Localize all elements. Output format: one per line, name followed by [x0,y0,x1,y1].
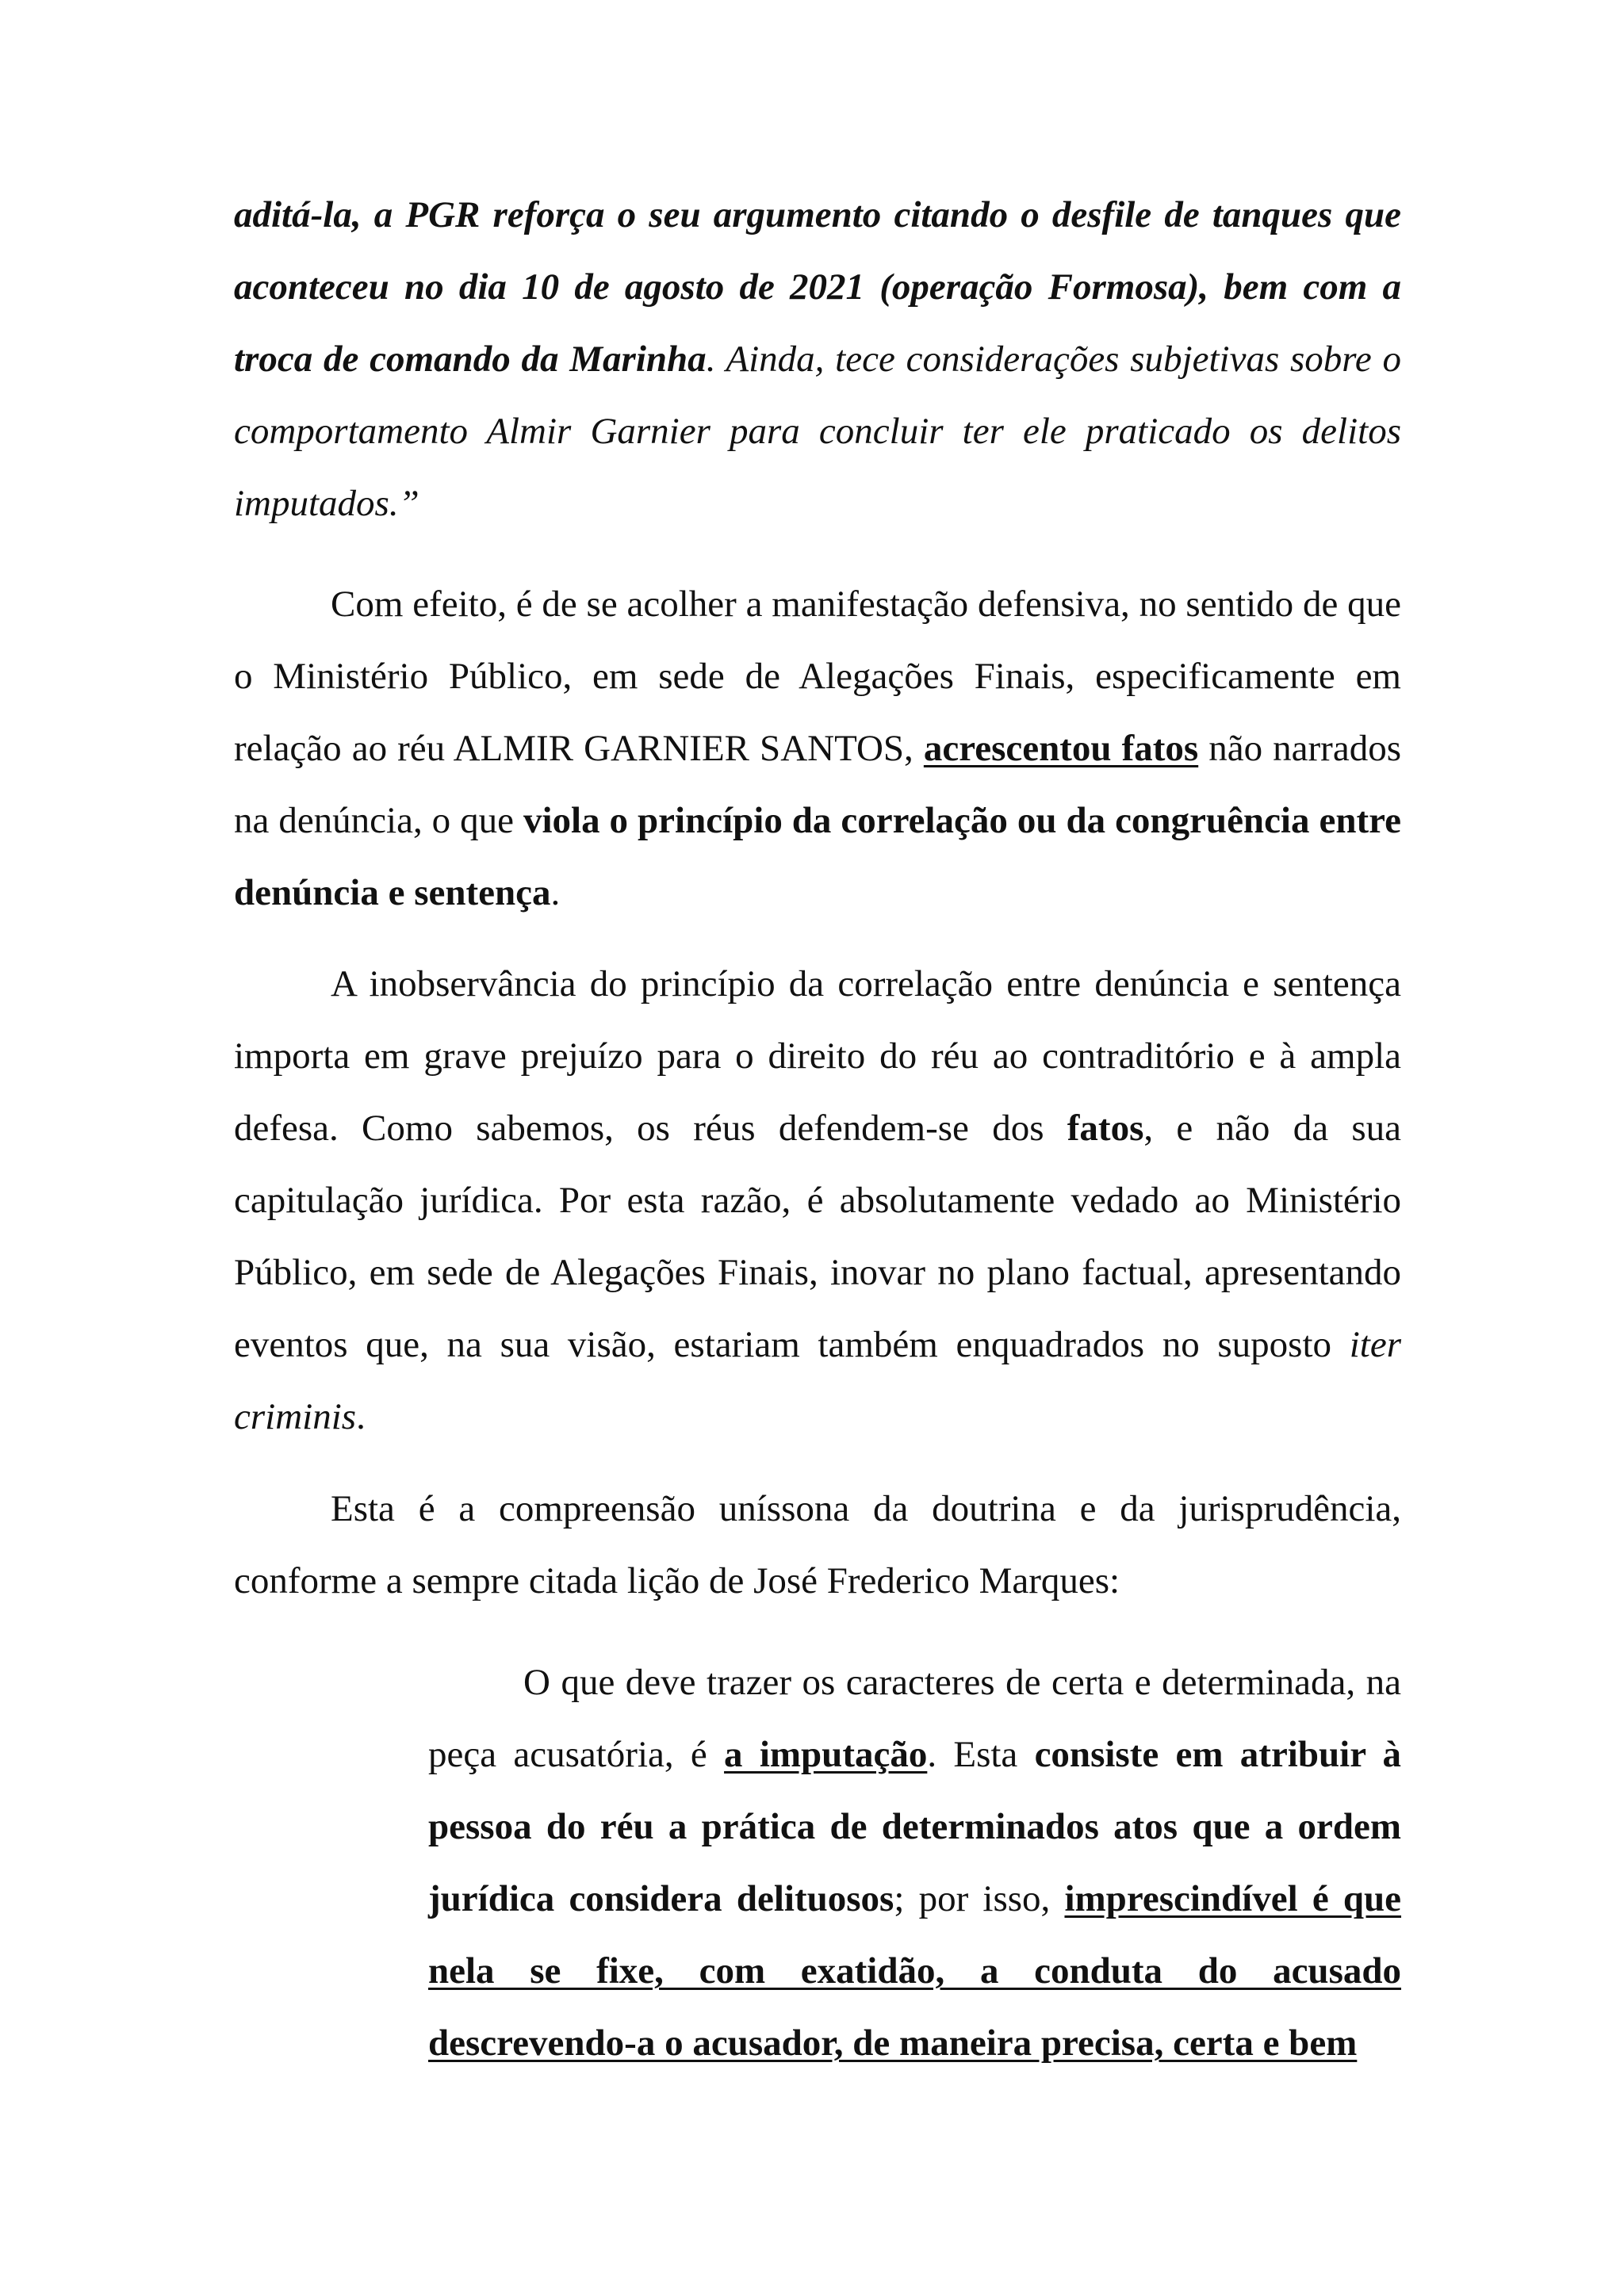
block-quote [428,1647,1401,2080]
paragraph-text: . [550,872,561,913]
underlined-bold-text: acrescentou fatos [923,728,1199,769]
quote-text: . Esta [927,1734,1035,1775]
italic-text: iter criminis [234,1324,1401,1437]
paragraph-correlation-principle [234,948,1401,1453]
underlined-bold-text: a imputação [724,1734,928,1775]
quote-text: O que deve trazer os caracteres de certa e determinada, na peça acusatória, é [428,1662,1401,1775]
paragraph-text: , e não da sua capitulação jurídica. Por esta razão, é absolutamente vedado ao Ministério Público, em sede de Alegações Finais, inovar no plano factual, apresentando eventos que, na sua visão, estariam também enquadrados no suposto [234,1108,1402,1365]
quoted-paragraph-end [234,179,1401,540]
underlined-bold-text: imprescindível é que nela se fixe, com exatidão, a conduta do acusado descrevendo-a o acusador, de maneira precisa, certa e bem [428,1878,1402,2064]
paragraph-doctrine-intro [234,1473,1401,1617]
paragraph-text: . [356,1396,366,1437]
bold-text: fatos [1067,1108,1144,1149]
paragraph-text: . Ainda, tece considerações subjetivas sobre o comportamento Almir Garnier para concluir ter ele praticado os delitos imputados.” [234,339,1402,524]
paragraph-text: Com efeito, é de se acolher a manifestação defensiva, no sentido de que o Ministério Público, em sede de Alegações Finais, especificamente em relação ao réu ALMIR GARNIER SANTOS, [234,584,1401,769]
bold-text: consiste em atribuir à pessoa do réu a prática de determinados atos que a ordem jurídica considera delituosos [428,1734,1401,1919]
paragraph-text: não narrados na denúncia, o que [234,728,1401,841]
quote-text: ; por isso, [894,1878,1065,1919]
paragraph-text: Esta é a compreensão uníssona da doutrina e da jurisprudência, conforme a sempre citada lição de José Frederico Marques: [234,1488,1401,1601]
bold-text: viola o princípio da correlação ou da congruência entre denúncia e sentença [234,800,1401,913]
emphasized-text: aditá-la, a PGR reforça o seu argumento citando o desfile de tanques que aconteceu no dia 10 de agosto de 2021 (operação Formosa), bem com a troca de comando da Marinha [234,194,1401,380]
paragraph-text: A inobservância do princípio da correlação entre denúncia e sentença importa em grave prejuízo para o direito do réu ao contraditório e à ampla defesa. Como sabemos, os réus defendem-se dos [234,963,1401,1149]
paragraph-defense-argument [234,568,1401,929]
